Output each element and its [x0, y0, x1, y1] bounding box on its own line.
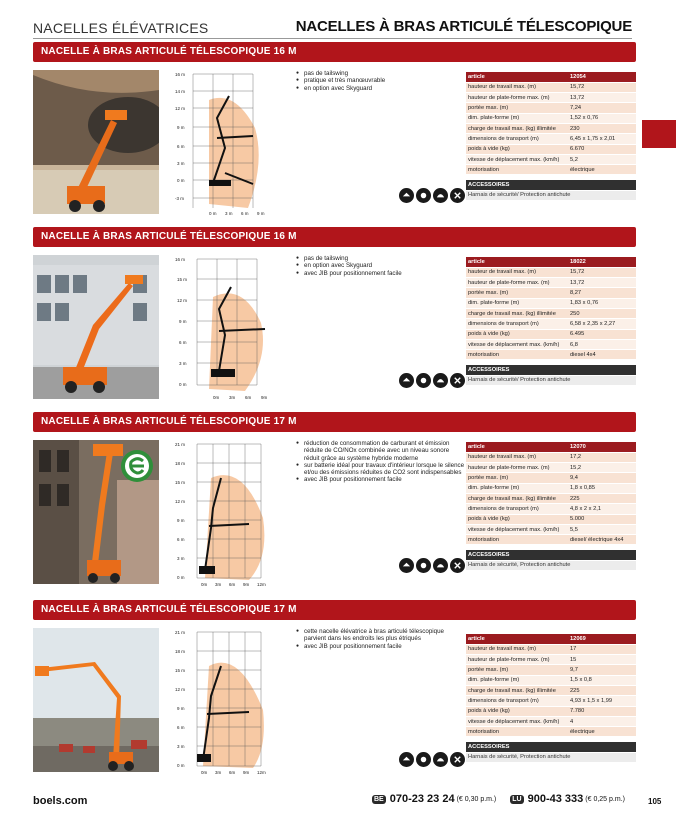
- table-row: [466, 339, 636, 349]
- spec-key: portée max. (m): [466, 473, 568, 483]
- x-tick: 0m: [201, 770, 208, 775]
- table-row: [466, 452, 636, 462]
- product-section-2: [33, 227, 636, 411]
- table-row: [466, 463, 636, 473]
- spec-value: 15,72: [568, 82, 636, 92]
- spec-value: 6,58 x 2,35 x 2,27: [568, 319, 636, 329]
- spec-key: vitesse de déplacement max. (km/h): [466, 154, 568, 164]
- spec-value: 250: [568, 308, 636, 318]
- article-number: 12070: [568, 442, 636, 452]
- spec-value: 9,7: [568, 665, 636, 675]
- working-range-diagram: [173, 68, 285, 218]
- spec-value: diesel/ électrique 4x4: [568, 535, 636, 545]
- working-range-diagram: [173, 626, 285, 776]
- accessories-header: [466, 180, 636, 190]
- table-row: [466, 267, 636, 277]
- spec-value: 13,72: [568, 93, 636, 103]
- feature-list: [296, 628, 466, 650]
- table-header-row: [466, 634, 636, 644]
- spec-key: motorisation: [466, 350, 568, 360]
- feature-item: ● réduction de consommation de carburant et émission réduite de CO/NOx combinée avec un niveau sonore réduit grâce au système hybride moderne: [296, 440, 466, 462]
- spec-key: motorisation: [466, 535, 568, 545]
- spec-value: 225: [568, 685, 636, 695]
- x-tick: 3m: [229, 395, 236, 400]
- spec-key: charge de travail max. (kg) illimitée: [466, 493, 568, 503]
- spec-value: 13,72: [568, 278, 636, 288]
- spec-key: vitesse de déplacement max. (km/h): [466, 716, 568, 726]
- spec-table: [466, 257, 636, 386]
- accessories-row: [466, 752, 636, 762]
- spec-value: 17: [568, 644, 636, 654]
- phone-lu[interactable]: 900-43 333: [527, 793, 584, 805]
- spec-key: dim. plate-forme (m): [466, 675, 568, 685]
- y-tick: 6 m: [177, 537, 185, 542]
- x-tick: 6m: [229, 582, 236, 587]
- y-tick: 0 m: [177, 575, 185, 580]
- spec-value: 6.670: [568, 144, 636, 154]
- accessories-value: Harnais de sécurité/ Protection antichute: [466, 375, 636, 385]
- rate-lu: (€ 0,25 p.m.): [585, 795, 625, 803]
- table-row: [466, 278, 636, 288]
- harness-icon: [450, 752, 465, 767]
- spec-value: 8,27: [568, 288, 636, 298]
- safety-icon: [399, 752, 414, 767]
- spec-value: 225: [568, 493, 636, 503]
- y-tick: 15 m: [175, 480, 186, 485]
- spec-key: portée max. (m): [466, 103, 568, 113]
- table-row: [466, 165, 636, 175]
- y-tick: 9 m: [177, 518, 185, 523]
- spec-key: vitesse de déplacement max. (km/h): [466, 524, 568, 534]
- rate-be: (€ 0,30 p.m.): [456, 795, 497, 803]
- y-tick: 0 m: [177, 763, 185, 768]
- table-row: [466, 727, 636, 737]
- table-header-row: [466, 257, 636, 267]
- spec-table: [466, 72, 636, 201]
- spec-key: poids à vide (kg): [466, 329, 568, 339]
- y-tick: 14 m: [175, 89, 186, 94]
- table-row: [466, 483, 636, 493]
- table-header-row: [466, 442, 636, 452]
- spec-value: électrique: [568, 727, 636, 737]
- spec-key: dimensions de transport (m): [466, 504, 568, 514]
- y-tick: 12 m: [175, 106, 186, 111]
- product-photo: [33, 70, 159, 214]
- table-row: [466, 134, 636, 144]
- x-tick: 12m: [257, 582, 266, 587]
- header-label: article: [466, 442, 568, 452]
- spec-key: portée max. (m): [466, 665, 568, 675]
- y-tick: 0 m: [177, 178, 185, 183]
- accessories-header: [466, 742, 636, 752]
- spec-value: 1,83 x 0,76: [568, 298, 636, 308]
- spec-key: dim. plate-forme (m): [466, 113, 568, 123]
- product-section-3: [33, 412, 636, 596]
- harness-icon: [450, 373, 465, 388]
- weather-icon: [416, 188, 431, 203]
- spec-value: électrique: [568, 165, 636, 175]
- accessories-label: ACCESSOIRES: [466, 180, 636, 190]
- feature-item: ● en option avec Skyguard: [296, 262, 466, 269]
- article-number: 12069: [568, 634, 636, 644]
- product-section-4: [33, 600, 636, 784]
- header-label: article: [466, 72, 568, 82]
- y-tick: 12 m: [175, 499, 186, 504]
- y-tick: 18 m: [175, 461, 186, 466]
- y-tick: 0 m: [179, 382, 187, 387]
- country-badge-be: BE: [374, 795, 384, 803]
- y-tick: 12 m: [175, 687, 186, 692]
- safety-icon: [399, 373, 414, 388]
- product-section-1: [33, 42, 636, 226]
- weather-icon: [416, 752, 431, 767]
- table-row: [466, 123, 636, 133]
- spec-value: 15,2: [568, 463, 636, 473]
- safety-icon: [399, 558, 414, 573]
- table-row: [466, 288, 636, 298]
- page-number: 105: [648, 797, 662, 806]
- spec-value: 7,24: [568, 103, 636, 113]
- pictogram-row: [399, 558, 465, 573]
- product-photo: [33, 440, 159, 584]
- feature-list: [296, 255, 466, 277]
- accessories-label: ACCESSOIRES: [466, 550, 636, 560]
- spec-key: charge de travail max. (kg) illimitée: [466, 123, 568, 133]
- working-range-diagram: [173, 253, 285, 403]
- spec-key: dimensions de transport (m): [466, 134, 568, 144]
- table-row: [466, 524, 636, 534]
- feature-item: ● sur batterie idéal pour travaux d'intérieur lorsque le silence et/ou des émissions réduites de CO2 sont indispensables: [296, 462, 466, 477]
- accessories-header: [466, 365, 636, 375]
- product-photo: [33, 255, 159, 399]
- table-row: [466, 329, 636, 339]
- x-tick: 9m: [261, 395, 268, 400]
- table-row: [466, 535, 636, 545]
- table-row: [466, 655, 636, 665]
- category-title: NACELLES ÉLÉVATRICES: [33, 20, 209, 36]
- accessories-label: ACCESSOIRES: [466, 742, 636, 752]
- spec-value: 5,5: [568, 524, 636, 534]
- spec-key: charge de travail max. (kg) illimitée: [466, 685, 568, 695]
- working-range-diagram: [173, 438, 285, 588]
- helmet-icon: [433, 373, 448, 388]
- accessories-row: [466, 375, 636, 385]
- feature-item: ● en option avec Skyguard: [296, 85, 466, 92]
- accessories-header: [466, 550, 636, 560]
- feature-item: ● pas de tailswing: [296, 255, 466, 262]
- spec-value: 4: [568, 716, 636, 726]
- x-tick: 6 m: [241, 211, 249, 216]
- spec-value: 7.780: [568, 706, 636, 716]
- spec-key: motorisation: [466, 727, 568, 737]
- spec-value: 9,4: [568, 473, 636, 483]
- spec-key: hauteur de travail max. (m): [466, 452, 568, 462]
- y-tick: 3 m: [177, 744, 185, 749]
- spec-value: 230: [568, 123, 636, 133]
- y-tick: 18 m: [175, 649, 186, 654]
- feature-item: ● avec JIB pour positionnement facile: [296, 270, 466, 277]
- x-tick: 9m: [243, 582, 250, 587]
- x-tick: 9 m: [257, 211, 265, 216]
- table-row: [466, 473, 636, 483]
- x-tick: 6m: [229, 770, 236, 775]
- table-row: [466, 298, 636, 308]
- table-row: [466, 144, 636, 154]
- spec-value: diesel 4x4: [568, 350, 636, 360]
- feature-item: ● pas de tailswing: [296, 70, 466, 77]
- table-row: [466, 350, 636, 360]
- pictogram-row: [399, 752, 465, 767]
- spec-value: 4,8 x 2 x 2,1: [568, 504, 636, 514]
- feature-item: ● avec JIB pour positionnement facile: [296, 476, 466, 483]
- harness-icon: [450, 558, 465, 573]
- x-tick: 6m: [245, 395, 252, 400]
- product-title: NACELLE À BRAS ARTICULÉ TÉLESCOPIQUE 17 M: [33, 412, 636, 432]
- header-divider: [33, 38, 632, 39]
- spec-key: motorisation: [466, 165, 568, 175]
- accessories-value: Harnais de sécurité, Protection antichute: [466, 560, 636, 570]
- helmet-icon: [433, 188, 448, 203]
- spec-value: 1,52 x 0,76: [568, 113, 636, 123]
- table-row: [466, 696, 636, 706]
- spec-key: hauteur de travail max. (m): [466, 644, 568, 654]
- spec-value: 17,2: [568, 452, 636, 462]
- accessories-value: Harnais de sécurité, Protection antichute: [466, 752, 636, 762]
- table-row: [466, 716, 636, 726]
- x-tick: 9m: [243, 770, 250, 775]
- weather-icon: [416, 373, 431, 388]
- product-photo: [33, 628, 159, 772]
- y-tick: 16 m: [175, 257, 186, 262]
- pictogram-row: [399, 373, 465, 388]
- spec-key: hauteur de travail max. (m): [466, 267, 568, 277]
- spec-key: hauteur de plate-forme max. (m): [466, 463, 568, 473]
- feature-item: ● pratique et très manœuvrable: [296, 77, 466, 84]
- x-tick: 0m: [201, 582, 208, 587]
- spec-key: hauteur de plate-forme max. (m): [466, 93, 568, 103]
- accessories-row: [466, 190, 636, 200]
- article-number: 18022: [568, 257, 636, 267]
- x-tick: 12m: [257, 770, 266, 775]
- y-tick: 12 m: [177, 298, 188, 303]
- spec-value: 5.000: [568, 514, 636, 524]
- spec-key: dim. plate-forme (m): [466, 483, 568, 493]
- harness-icon: [450, 188, 465, 203]
- product-title: NACELLE À BRAS ARTICULÉ TÉLESCOPIQUE 16 M: [33, 227, 636, 247]
- spec-value: 1,8 x 0,85: [568, 483, 636, 493]
- y-tick: 21 m: [175, 630, 186, 635]
- y-tick: 6 m: [179, 340, 187, 345]
- weather-icon: [416, 558, 431, 573]
- y-tick: 6 m: [177, 725, 185, 730]
- page-title: NACELLES À BRAS ARTICULÉ TÉLESCOPIQUE: [295, 18, 632, 35]
- x-tick: 3 m: [225, 211, 233, 216]
- y-tick: 21 m: [175, 442, 186, 447]
- feature-list: [296, 440, 466, 484]
- header-label: article: [466, 634, 568, 644]
- table-row: [466, 308, 636, 318]
- spec-key: hauteur de plate-forme max. (m): [466, 278, 568, 288]
- spec-key: dimensions de transport (m): [466, 319, 568, 329]
- x-tick: 0m: [213, 395, 220, 400]
- table-row: [466, 706, 636, 716]
- spec-key: poids à vide (kg): [466, 514, 568, 524]
- spec-value: 6,8: [568, 339, 636, 349]
- phone-be[interactable]: 070-23 23 24: [389, 793, 455, 805]
- table-row: [466, 504, 636, 514]
- table-row: [466, 154, 636, 164]
- y-tick: 16 m: [175, 72, 186, 77]
- y-tick: 9 m: [179, 319, 187, 324]
- accessories-row: [466, 560, 636, 570]
- table-row: [466, 675, 636, 685]
- feature-list: [296, 70, 466, 92]
- y-tick: 6 m: [177, 144, 185, 149]
- table-row: [466, 93, 636, 103]
- y-tick: 3 m: [177, 556, 185, 561]
- helmet-icon: [433, 558, 448, 573]
- spec-key: hauteur de travail max. (m): [466, 82, 568, 92]
- spec-table: [466, 442, 636, 571]
- country-badge-lu: LU: [512, 795, 522, 803]
- spec-table: [466, 634, 636, 763]
- spec-key: dimensions de transport (m): [466, 696, 568, 706]
- table-row: [466, 644, 636, 654]
- safety-icon: [399, 188, 414, 203]
- spec-key: poids à vide (kg): [466, 144, 568, 154]
- product-title: NACELLE À BRAS ARTICULÉ TÉLESCOPIQUE 17 M: [33, 600, 636, 620]
- spec-key: portée max. (m): [466, 288, 568, 298]
- spec-key: dim. plate-forme (m): [466, 298, 568, 308]
- y-tick: -3 m: [175, 196, 184, 201]
- table-header-row: [466, 72, 636, 82]
- feature-item: ● cette nacelle élévatrice à bras articulé télescopique parvient dans les endroits les plus étriqués: [296, 628, 466, 643]
- spec-key: poids à vide (kg): [466, 706, 568, 716]
- x-tick: 0 m: [209, 211, 217, 216]
- table-row: [466, 493, 636, 503]
- table-row: [466, 113, 636, 123]
- helmet-icon: [433, 752, 448, 767]
- table-row: [466, 82, 636, 92]
- y-tick: 15 m: [177, 277, 188, 282]
- spec-value: 6.495: [568, 329, 636, 339]
- y-tick: 9 m: [177, 125, 185, 130]
- spec-value: 15,72: [568, 267, 636, 277]
- website-link[interactable]: boels.com: [33, 795, 88, 807]
- spec-key: charge de travail max. (kg) illimitée: [466, 308, 568, 318]
- pictogram-row: [399, 188, 465, 203]
- x-tick: 3m: [215, 582, 222, 587]
- x-tick: 3m: [215, 770, 222, 775]
- y-tick: 3 m: [177, 161, 185, 166]
- spec-value: 1,5 x 0,8: [568, 675, 636, 685]
- feature-item: ● avec JIB pour positionnement facile: [296, 643, 466, 650]
- spec-value: 6,45 x 1,75 x 2,01: [568, 134, 636, 144]
- spec-value: 4,93 x 1,5 x 1,99: [568, 696, 636, 706]
- product-title: NACELLE À BRAS ARTICULÉ TÉLESCOPIQUE 16 M: [33, 42, 636, 62]
- side-tab-marker: [642, 120, 676, 148]
- contact-phones: [372, 793, 625, 805]
- table-row: [466, 319, 636, 329]
- header-label: article: [466, 257, 568, 267]
- y-tick: 15 m: [175, 668, 186, 673]
- spec-value: 15: [568, 655, 636, 665]
- article-number: 12054: [568, 72, 636, 82]
- y-tick: 9 m: [177, 706, 185, 711]
- table-row: [466, 665, 636, 675]
- accessories-value: Harnais de sécurité/ Protection antichute: [466, 190, 636, 200]
- table-row: [466, 103, 636, 113]
- spec-value: 5,2: [568, 154, 636, 164]
- spec-key: hauteur de plate-forme max. (m): [466, 655, 568, 665]
- table-row: [466, 685, 636, 695]
- table-row: [466, 514, 636, 524]
- accessories-label: ACCESSOIRES: [466, 365, 636, 375]
- spec-key: vitesse de déplacement max. (km/h): [466, 339, 568, 349]
- y-tick: 3 m: [179, 361, 187, 366]
